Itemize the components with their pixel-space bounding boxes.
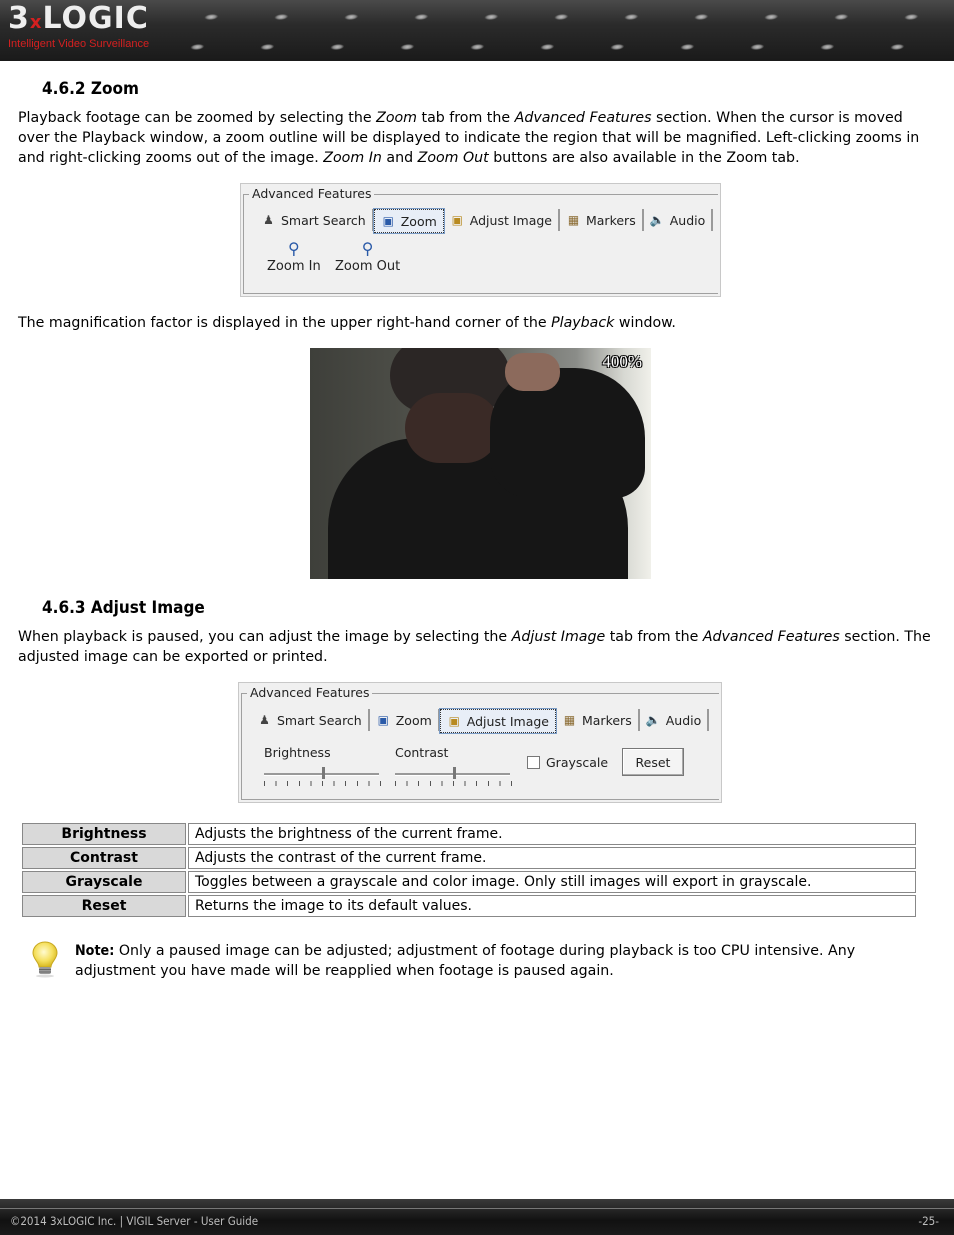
zoom-icon: ▣ <box>377 712 389 727</box>
brightness-slider[interactable] <box>264 745 382 789</box>
tab-zoom[interactable]: ▣ Zoom <box>374 209 444 233</box>
grayscale-checkbox[interactable] <box>527 756 540 769</box>
zoom-out-button[interactable]: ⚲ Zoom Out <box>335 239 401 274</box>
reset-button[interactable]: Reset <box>622 748 684 776</box>
advanced-features-panel-adjust <box>238 682 722 803</box>
adjust-image-icon: ▣ <box>451 212 463 227</box>
tab-adjust-image[interactable]: ▣ Adjust Image <box>444 209 560 231</box>
page-footer <box>0 1199 954 1235</box>
tab-zoom[interactable]: ▣ Zoom <box>370 709 440 731</box>
heading-zoom: 4.6.2 Zoom <box>42 79 139 99</box>
speaker-icon: 🔈 <box>649 212 665 227</box>
tab-markers[interactable]: ▦ Markers <box>560 209 644 231</box>
zoom-in-icon: ⚲ <box>287 239 300 258</box>
zoom-icon: ▣ <box>382 213 394 228</box>
logo: 3xLOGIC <box>8 1 149 36</box>
advanced-features-panel-zoom <box>240 183 721 297</box>
header-texture <box>156 0 954 61</box>
page-header <box>0 0 954 61</box>
contrast-thumb[interactable] <box>453 767 456 779</box>
panel-legend: Advanced Features <box>247 685 372 700</box>
table-row: Grayscale Toggles between a grayscale and color image. Only still images will export in grayscale. <box>22 871 916 893</box>
table-row: Reset Returns the image to its default values. <box>22 895 916 917</box>
magnification-paragraph: The magnification factor is displayed in the upper right-hand corner of the Playback window. <box>18 315 676 331</box>
tab-audio[interactable]: 🔈 Audio <box>644 209 714 231</box>
table-row: Contrast Adjusts the contrast of the current frame. <box>22 847 916 869</box>
feature-tabs <box>255 209 713 233</box>
tab-adjust-image[interactable]: ▣ Adjust Image <box>440 709 556 733</box>
logo-tagline: Intelligent Video Surveillance <box>8 38 150 50</box>
heading-adjust-image: 4.6.3 Adjust Image <box>42 598 205 618</box>
magnification-factor: 400% <box>602 352 642 371</box>
adjust-image-icon: ▣ <box>448 713 460 728</box>
contrast-slider[interactable] <box>395 745 513 789</box>
zoom-in-button[interactable]: ⚲ Zoom In <box>267 239 321 274</box>
speaker-icon: 🔈 <box>645 712 661 727</box>
page-number: -25- <box>918 1214 939 1228</box>
tab-smart-search[interactable]: ♟ Smart Search <box>255 209 374 231</box>
markers-icon: ▦ <box>567 212 580 227</box>
tab-markers[interactable]: ▦ Markers <box>556 709 640 731</box>
adjust-image-table <box>20 821 918 919</box>
tab-smart-search[interactable]: ♟ Smart Search <box>251 709 370 731</box>
adjust-paragraph: When playback is paused, you can adjust the image by selecting the Adjust Image tab from the Advanced Features section. The adjusted image can be exported or printed. <box>18 629 931 665</box>
zoom-out-icon: ⚲ <box>361 239 374 258</box>
grayscale-label: Grayscale <box>546 755 609 770</box>
markers-icon: ▦ <box>563 712 576 727</box>
brightness-thumb[interactable] <box>322 767 325 779</box>
zoom-paragraph: Playback footage can be zoomed by selecting the Zoom tab from the Advanced Features section. When the cursor is moved over the Playback window, a zoom outline will be displayed to indicate the region that will be magnified. Left-clicking zooms in and right-clicking zooms out of the image. Zoom In and Zoom Out buttons are also available in the Zoom tab. <box>18 110 920 166</box>
lightbulb-icon <box>31 940 59 978</box>
table-row: Brightness Adjusts the brightness of the current frame. <box>22 823 916 845</box>
footer-copyright: ©2014 3xLOGIC Inc. | VIGIL Server - User Guide <box>10 1214 259 1228</box>
smart-search-icon: ♟ <box>263 212 274 227</box>
brightness-label: Brightness <box>264 745 331 760</box>
panel-legend: Advanced Features <box>249 186 374 201</box>
smart-search-icon: ♟ <box>259 712 270 727</box>
contrast-label: Contrast <box>395 745 449 760</box>
tab-audio[interactable]: 🔈 Audio <box>640 709 710 731</box>
note-text: Note: Only a paused image can be adjusted; adjustment of footage during playback is too CPU intensive. Any adjustment you have made will be reapplied when footage is paused again. <box>75 943 856 979</box>
feature-tabs <box>251 709 709 733</box>
playback-window-image <box>310 348 651 579</box>
